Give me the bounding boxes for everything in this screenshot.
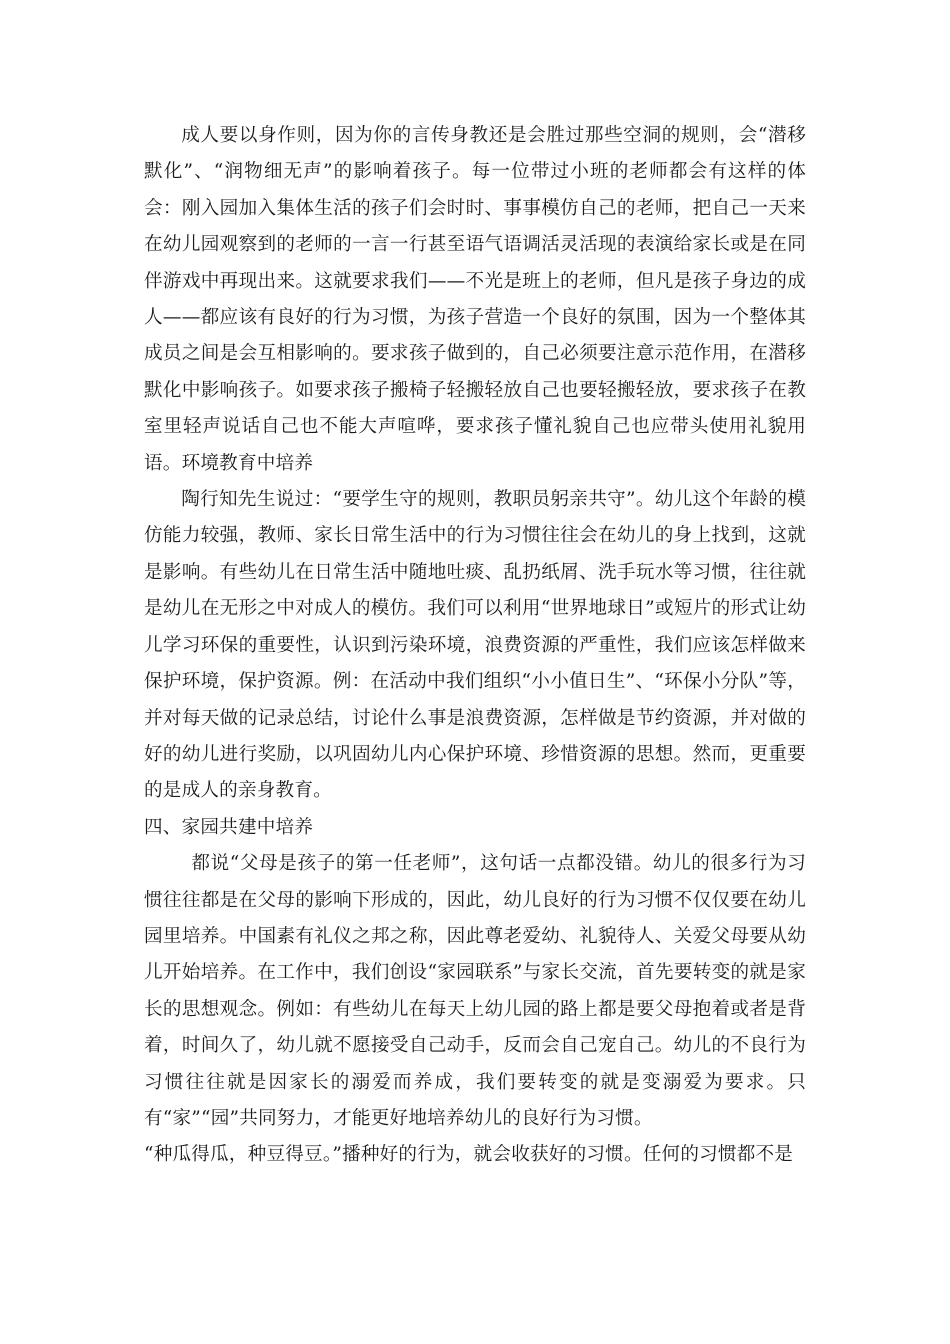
section-heading-home-school: 四、家园共建中培养 [144,816,314,838]
paragraph-role-model: 成人要以身作则，因为你的言传身教还是会胜过那些空洞的规则，会“潜移默化”、“润物细无声”的影响着孩子。每一位带过小班的老师都会有这样的体会：刚入园加入集体生活的孩子们会时时、事事模仿自己的老师，把自己一天来在幼儿园观察到的老师的一言一行甚至语气语调活灵活现的表演给家长或是在同伴游戏中再现出来。这就要求我们——不光是班上的老师，但凡是孩子身边的成人——都应该有良好的行为习惯，为孩子营造一个良好的氛围，因为一个整体其成员之间是会互相影响的。要求孩子做到的，自己必须要注意示范作用，在潜移默化中影响孩子。如要求孩子搬椅子轻搬轻放自己也要轻搬轻放，要求孩子在教室里轻声说话自己也不能大声喧哗，要求孩子懂礼貌自己也应带头使用礼貌用语。环境教育中培养 [144,125,806,474]
paragraph-environment: 陶行知先生说过：“要学生守的规则，教职员躬亲共守”。幼儿这个年龄的模仿能力较强，教师、家长日常生活中的行为习惯往往会在幼儿的身上找到，这就是影响。有些幼儿在日常生活中随地吐痰、乱扔纸屑、洗手玩水等习惯，往往就是幼儿在无形之中对成人的模仿。我们可以利用“世界地球日”或短片的形式让幼儿学习环保的重要性，认识到污染环境，浪费资源的严重性，我们应该怎样做来保护环境，保护资源。例：在活动中我们组织“小小值日生”、“环保小分队”等，并对每天做的记录总结，讨论什么事是浪费资源，怎样做是节约资源，并对做的好的幼儿进行奖励，以巩固幼儿内心保护环境、珍惜资源的思想。然而，更重要的是成人的亲身教育。 [144,489,806,802]
document-body [144,118,806,1174]
paragraph-home-school: 都说“父母是孩子的第一任老师”，这句话一点都没错。幼儿的很多行为习惯往往都是在父母的影响下形成的，因此，幼儿良好的行为习惯不仅仅要在幼儿园里培养。中国素有礼仪之邦之称，因此尊老爱幼、礼貌待人、关爱父母要从幼儿开始培养。在工作中，我们创设“家园联系”与家长交流，首先要转变的就是家长的思想观念。例如：有些幼儿在每天上幼儿园的路上都是要父母抱着或者是背着，时间久了，幼儿就不愿接受自己动手，反而会自己宠自己。幼儿的不良行为习惯往往就是因家长的溺爱而养成，我们要转变的就是变溺爱为要求。只有“家”“园”共同努力，才能更好地培养幼儿的良好行为习惯。 [144,853,806,1129]
paragraph-closing: “种瓜得瓜，种豆得豆。”播种好的行为，就会收获好的习惯。任何的习惯都不是 [144,1144,794,1166]
